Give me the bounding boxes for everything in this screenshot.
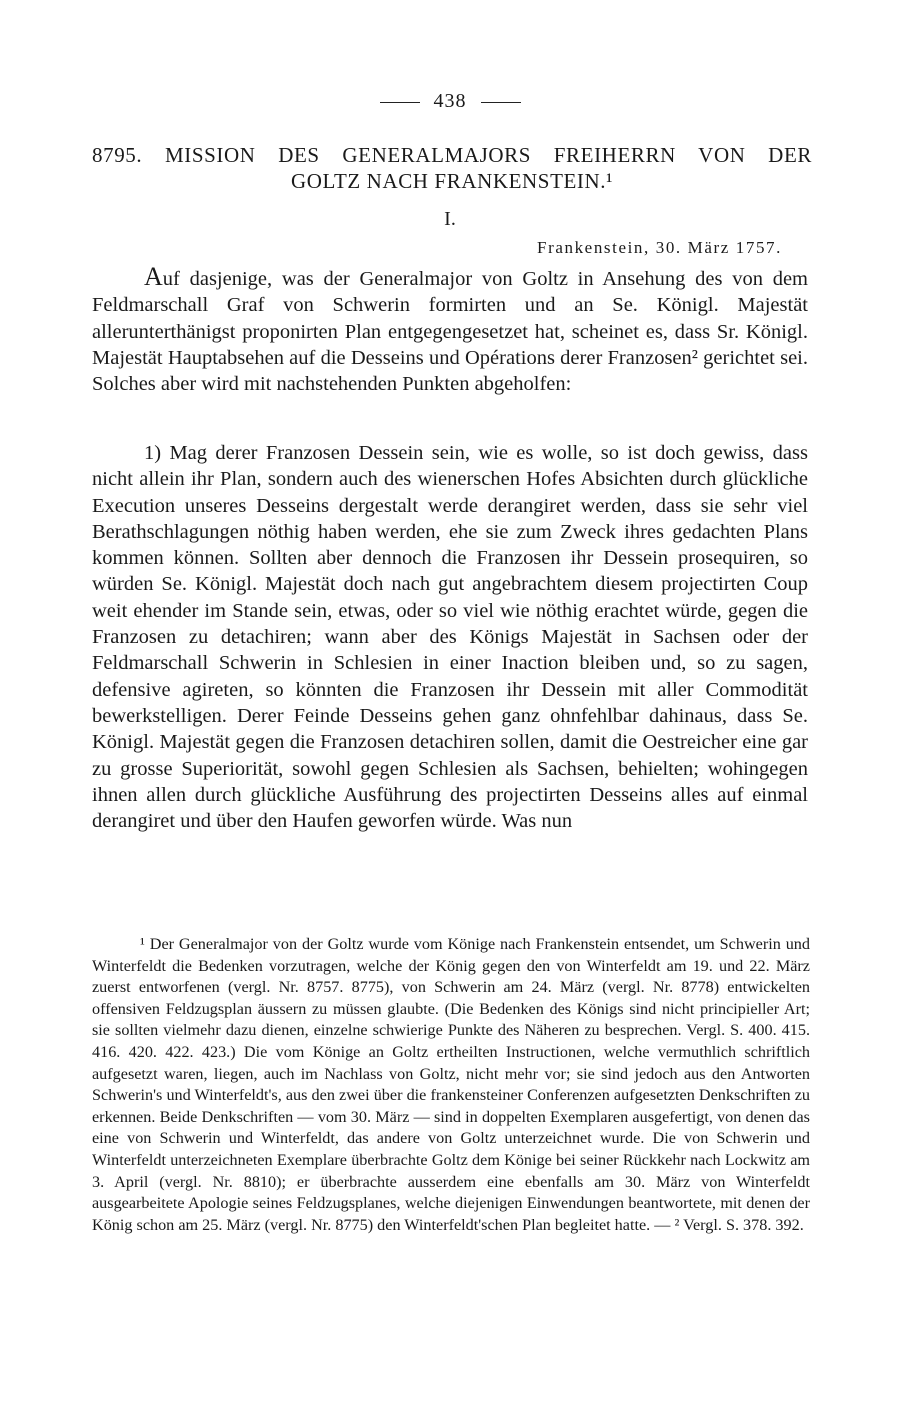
document-title-line-1: 8795. MISSION DES GENERALMAJORS FREIHERRN VON DER <box>92 143 812 167</box>
footnotes <box>92 934 810 1236</box>
running-header <box>0 90 900 113</box>
header-dash-left <box>380 102 420 103</box>
document-title-line-2: GOLTZ NACH FRANKENSTEIN.¹ <box>290 169 614 193</box>
dateline: Frankenstein, 30. März 1757. <box>537 238 782 257</box>
header-dash-right <box>481 102 521 103</box>
section-number: I. <box>444 208 456 230</box>
paragraph-1 <box>92 264 808 397</box>
paragraph-1-text: uf dasjenige, was der Generalmajor von Goltz in Ansehung des von dem Feldmarschall Graf von Schwerin formirten und an Se. Königl. Majestät allerunterthänigst proponirten Plan entgegengesetzet hat, scheinet es, dass Sr. Königl. Majestät Hauptabsehen auf die Desseins und Opérations derer Franzosen² gerichtet sei. Solches aber wird mit nachstehenden Punkten abgeholfen: <box>92 268 808 396</box>
page-number: 438 <box>433 90 467 112</box>
footnote-1: ¹ Der Generalmajor von der Goltz wurde vom Könige nach Frankenstein entsendet, um Schwerin und Winterfeldt die Bedenken vorzutragen, welche der König gegen den von Winterfeldt am 19. und 22. März zuerst entworfenen (vergl. Nr. 8757. 8775), von Schwerin am 24. März (vergl. Nr. 8778) entwickelten offensiven Feldzugsplan äussern zu müssen glaubte. (Die Bedenken des Königs sind nicht principieller Art; sie sollten vielmehr dazu dienen, einzelne schwierige Punkte des Näheren zu besprechen. Vergl. S. 400. 415. 416. 420. 422. 423.) Die vom Könige an Goltz ertheilten Instructionen, welche vermuthlich schriftlich aufgesetzt waren, liegen, auch im Nachlass von Goltz, nicht mehr vor; sie sind jedoch aus den Antworten Schwerin's und Winterfeldt's, aus den zwei über die frankensteiner Conferenzen aufgesetzten Denkschriften zu erkennen. Beide Denkschriften — vom 30. März — sind in doppelten Exemplaren ausgefertigt, von denen das eine von Schwerin und Winterfeldt, das andere von Goltz unterzeichnet wurde. Die von Schwerin und Winterfeldt unterzeichneten Exemplare überbrachte Goltz dem Könige bei seiner Rückkehr nach Lockwitz am 3. April (vergl. Nr. 8810); er überbrachte ausserdem eine ebenfalls am 30. März von Winterfeldt ausgearbeitete Apologie seines Feldzugsplanes, welche diejenigen Einwendungen beantwortete, mit denen der König schon am 25. März (vergl. Nr. 8775) den Winterfeldt'schen Plan begleitet hatte. — ² Vergl. S. 378. 392. <box>92 935 810 1234</box>
document-title <box>92 142 812 194</box>
drop-cap: A <box>144 262 163 291</box>
paragraph-2: 1) Mag derer Franzosen Dessein sein, wie es wolle, so ist doch gewiss, dass nicht allein ihr Plan, sondern auch des wienerschen Hofes Absichten durch glückliche Execution unseres Desseins dergestalt werde derangiret werden, dass sie sehr viel Berathschlagungen nöthig haben werden, ehe sie zum Zweck ihres gedachten Plans kommen können. Sollten aber dennoch die Franzosen ihr Dessein prosequiren, so würden Se. Königl. Majestät doch nach gut angebrachtem diesem projectirten Coup weit ehender im Stande sein, etwas, oder so viel wie nöthig erachtet würde, gegen die Franzosen zu detachiren; wann aber des Königs Majestät in Sachsen oder der Feldmarschall Schwerin in Schlesien in einer Inaction bleiben und, so zu sagen, defensive agireten, so könnten die Franzosen ihr Dessein mit aller Commodität bewerkstelligen. Derer Feinde Desseins gehen ganz ohnfehlbar dahinaus, dass Se. Königl. Majestät gegen die Franzosen detachiren sollen, damit die Oestreicher eine gar zu grosse Superiorität, sowohl gegen Schlesien als Sachsen, behielten; wohingegen ihnen allen durch glückliche Ausführung des projectirten Desseins alles auf einmal derangiret und über den Haufen geworfen würde. Was nun <box>92 442 808 833</box>
